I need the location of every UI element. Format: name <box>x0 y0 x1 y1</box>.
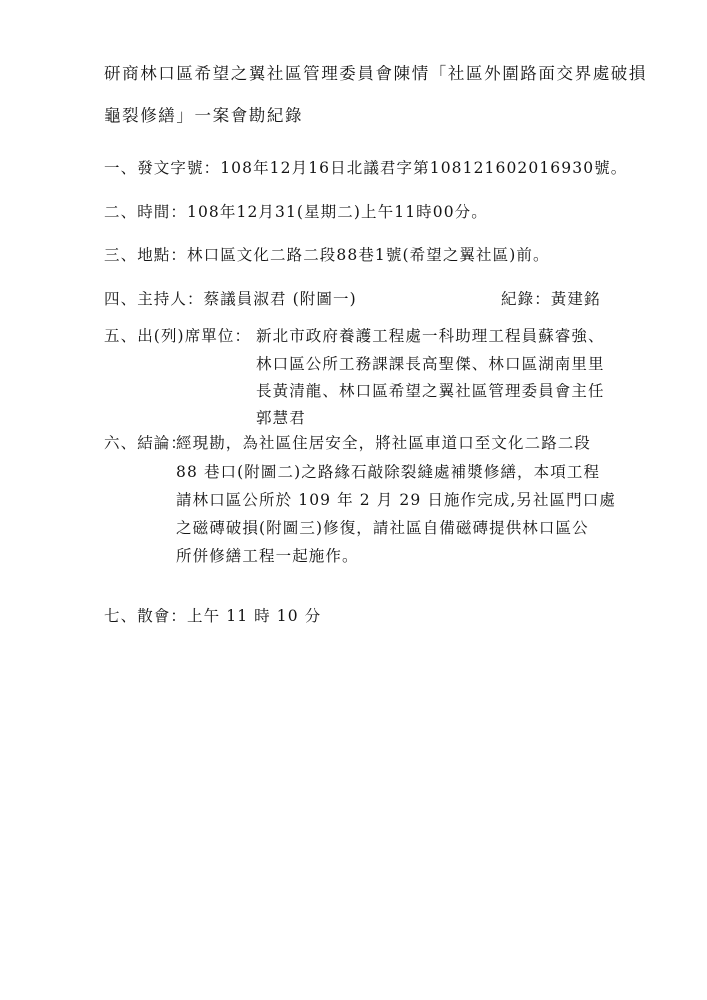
conclusion-line: 經現勘，為社區住居安全，將社區車道口至文化二路二段 <box>176 434 592 452</box>
item-document-number: 一、發文字號：108年12月16日北議君字第108121602016930號。 <box>104 159 628 177</box>
attendees-line: 郭慧君 <box>256 409 306 427</box>
attendees-line: 長黃清龍、林口區希望之翼社區管理委員會主任 <box>256 382 605 400</box>
item-place: 三、地點：林口區文化二路二段88巷1號(希望之翼社區)前。 <box>104 246 550 264</box>
item-recorder: 紀錄：黃建銘 <box>501 290 601 308</box>
document-title-line-1: 研商林口區希望之翼社區管理委員會陳情「社區外圍路面交界處破損 <box>104 64 647 83</box>
attendees-line: 新北市政府養護工程處一科助理工程員蘇睿強、 <box>256 327 605 345</box>
item-host: 四、主持人：蔡議員淑君 (附圖一) <box>104 290 357 308</box>
attendees-label: 五、出(列)席單位： <box>104 327 252 345</box>
item-time: 二、時間：108年12月31(星期二)上午11時00分。 <box>104 203 488 221</box>
item-adjournment: 七、散會：上午 11 時 10 分 <box>104 607 322 625</box>
attendees-line: 林口區公所工務課課長高聖傑、林口區湖南里里 <box>256 355 605 373</box>
conclusion-line: 請林口區公所於 109 年 2 月 29 日施作完成,另社區門口處 <box>176 491 616 509</box>
conclusion-line: 之磁磚破損(附圖三)修復，請社區自備磁磚提供林口區公 <box>176 519 589 537</box>
conclusion-line: 所併修繕工程一起施作。 <box>176 547 359 565</box>
conclusion-line: 88 巷口(附圖二)之路緣石敲除裂縫處補漿修繕，本項工程 <box>176 463 601 481</box>
conclusion-label: 六、結論： <box>104 434 188 452</box>
document-title-line-2: 龜裂修繕」一案會勘紀錄 <box>104 106 304 125</box>
